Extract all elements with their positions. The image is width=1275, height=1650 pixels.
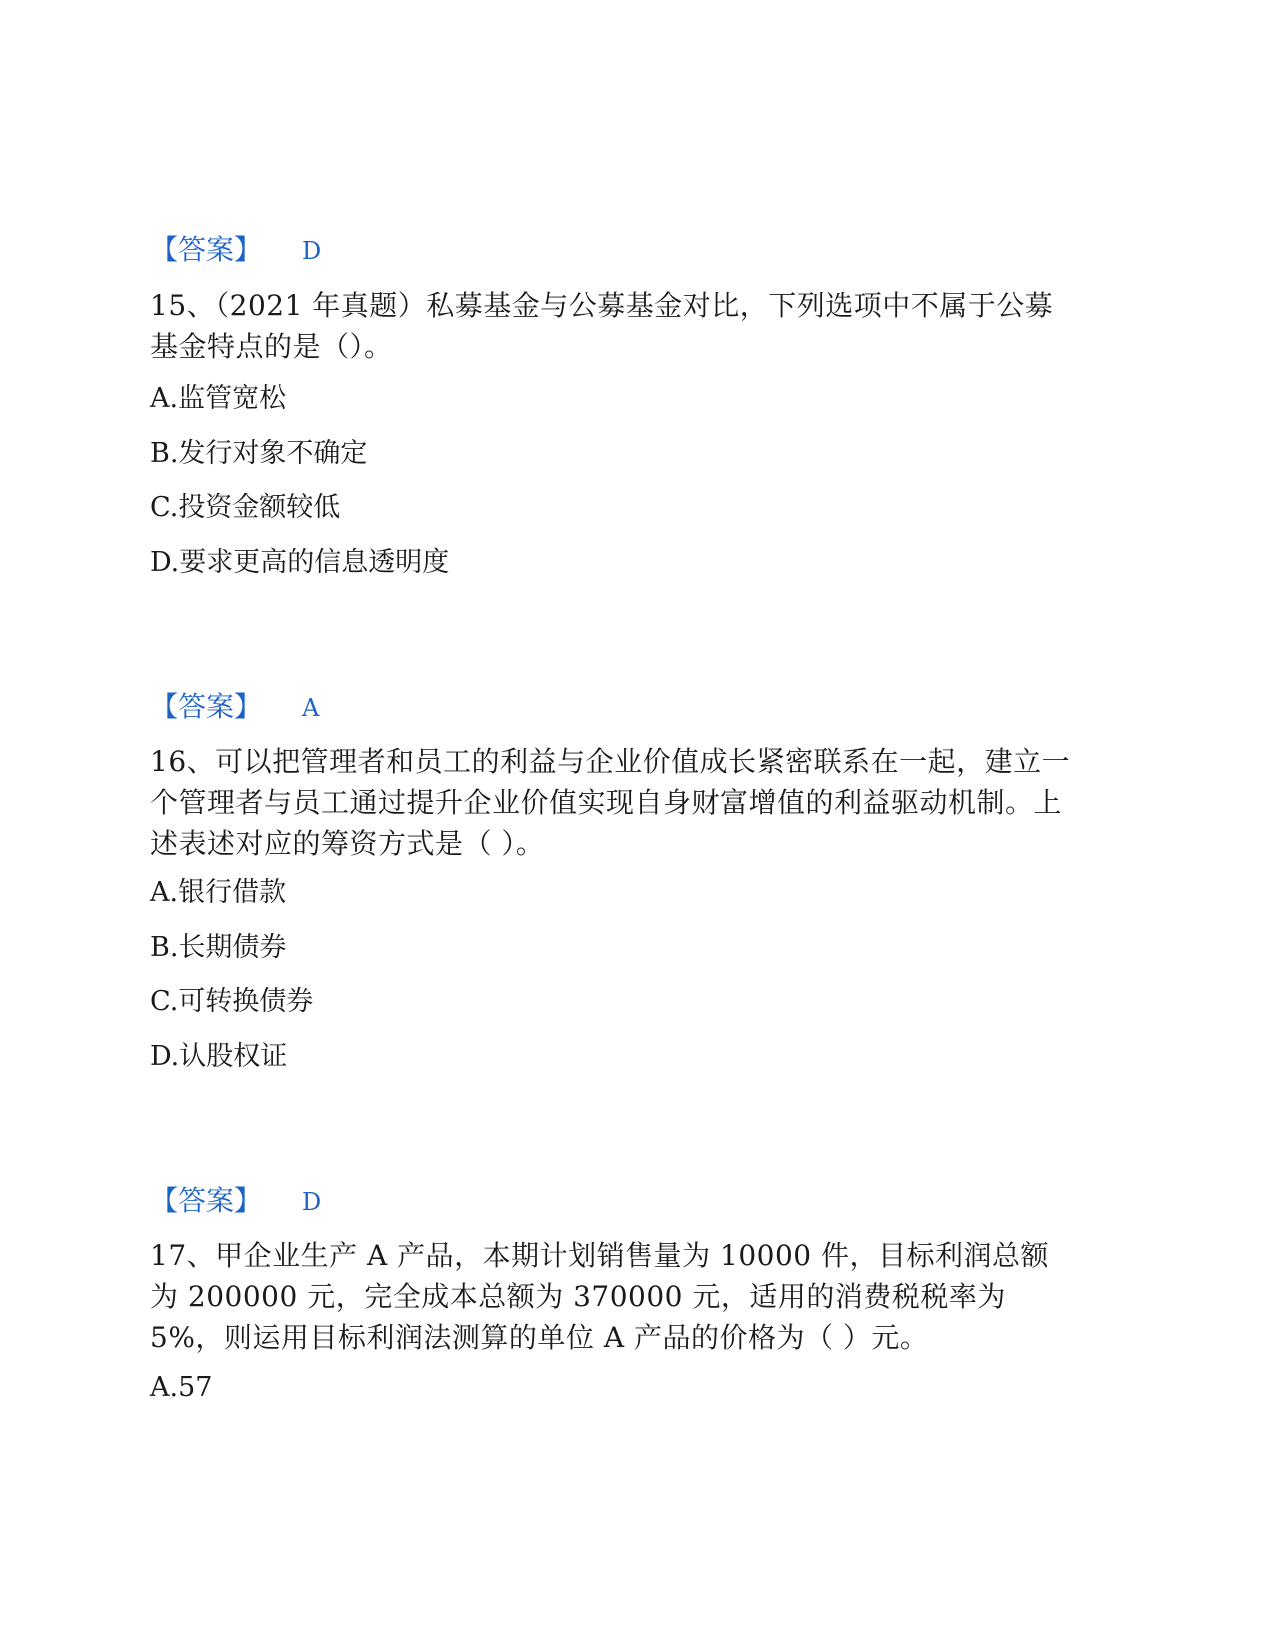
answer-value: D xyxy=(302,237,322,265)
option-b: B.发行对象不确定 xyxy=(150,438,368,469)
question-text: 16、可以把管理者和员工的利益与企业价值成长紧密联系在一起，建立一个管理者与员工通过提升企业价值实现自身财富增值的利益驱动机制。上述表述对应的筹资方式是（ ）。 xyxy=(150,745,1071,860)
answer-value: D xyxy=(302,1188,322,1216)
option-d: D.要求更高的信息透明度 xyxy=(150,547,450,578)
option-c: C.投资金额较低 xyxy=(150,492,341,523)
option-a: A.57 xyxy=(150,1372,213,1403)
question-text: 17、甲企业生产 A 产品，本期计划销售量为 10000 件，目标利润总额为 200000 元，完全成本总额为 370000 元，适用的消费税税率为 5%，则运用目标利润法测算的单位 A 产品的价格为（ ）元。 xyxy=(150,1239,1050,1354)
answer-label: 【答案】 xyxy=(150,690,263,723)
answer-line xyxy=(150,1184,1130,1219)
answer-value: A xyxy=(302,694,320,722)
option-d: D.认股权证 xyxy=(150,1041,288,1072)
answer-label: 【答案】 xyxy=(150,233,263,266)
option-b: B.长期债券 xyxy=(150,932,287,963)
answer-line xyxy=(150,690,1130,725)
option-a: A.银行借款 xyxy=(150,877,287,908)
answer-line xyxy=(150,233,1130,268)
question-text: 15、（2021 年真题）私募基金与公募基金对比，下列选项中不属于公募基金特点的是（）。 xyxy=(150,289,1054,363)
answer-label: 【答案】 xyxy=(150,1184,263,1217)
option-a: A.监管宽松 xyxy=(150,383,287,414)
option-c: C.可转换债券 xyxy=(150,986,314,1017)
